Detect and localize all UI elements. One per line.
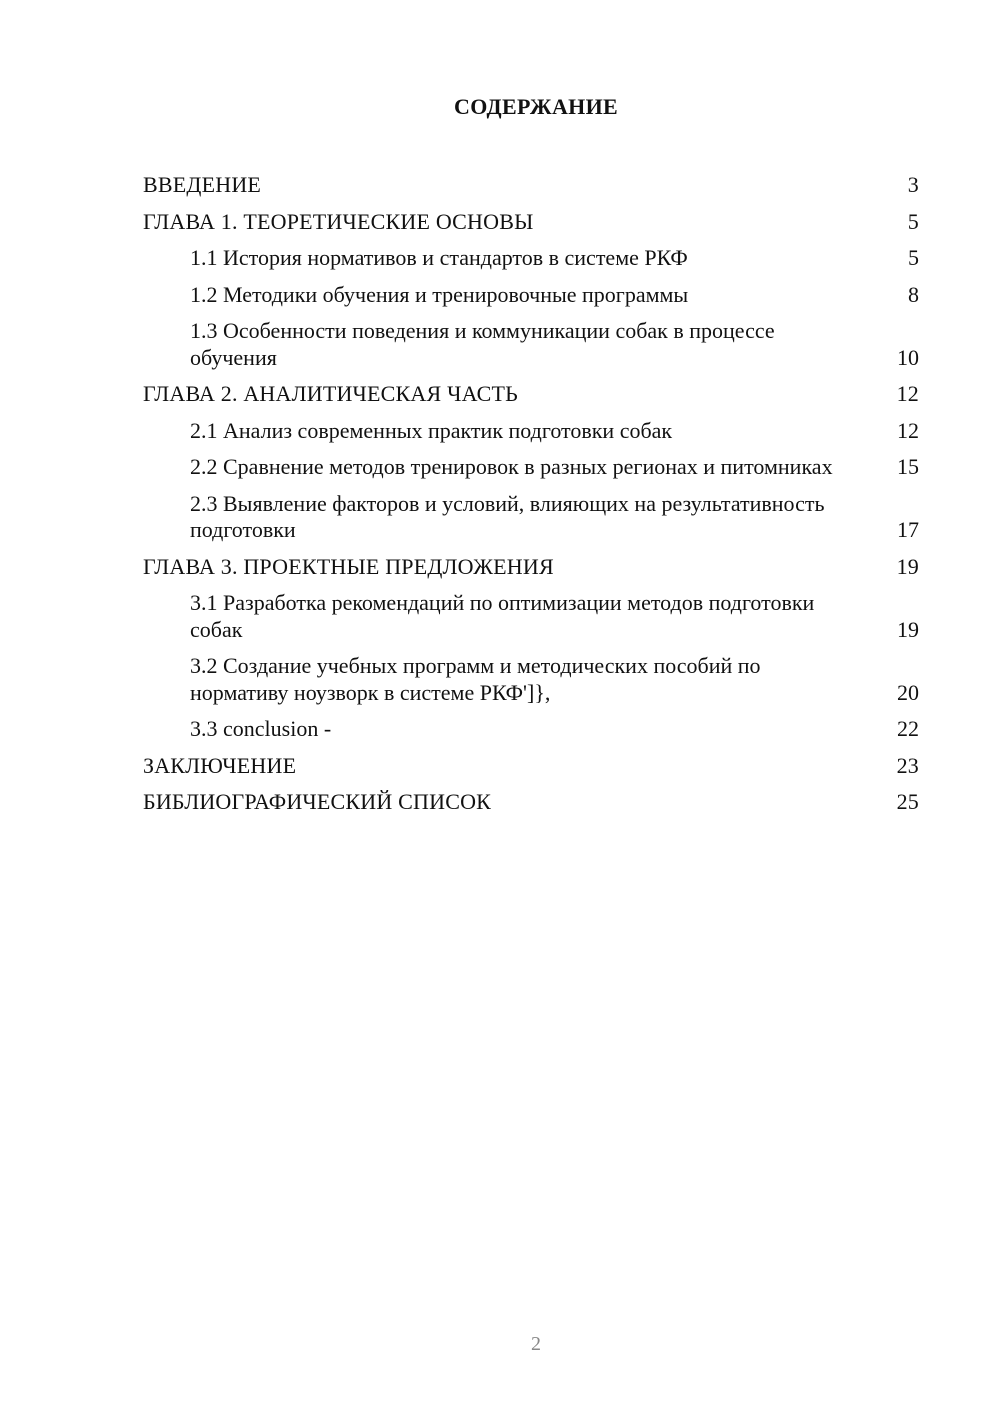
toc-entry-section-3-1[interactable] bbox=[143, 585, 919, 648]
toc-entry-page: 5 bbox=[907, 208, 919, 234]
toc-entry-page: 5 bbox=[908, 245, 919, 270]
toc-entry-text: 3.3 conclusion - bbox=[190, 716, 332, 741]
page-number: 2 bbox=[531, 1333, 541, 1355]
toc-entry-page: 12 bbox=[897, 417, 919, 443]
toc-entry-section-3-3[interactable] bbox=[143, 711, 919, 748]
toc-entry-page: 19 bbox=[896, 553, 919, 579]
toc-entry-page: 3 bbox=[907, 172, 919, 197]
toc-entry-text: 3.2 Создание учебных программ и методических пособий по нормативу ноузворк в системе РКФ']}, bbox=[190, 653, 761, 705]
toc-entry-page: 8 bbox=[908, 281, 919, 307]
toc-entry-section-3-2[interactable] bbox=[143, 648, 919, 711]
toc-entry-conclusion[interactable] bbox=[143, 748, 919, 785]
toc-entry-chapter-3[interactable] bbox=[143, 549, 919, 586]
toc-entry-text: 2.1 Анализ современных практик подготовки собак bbox=[190, 417, 673, 443]
toc-entry-bibliography[interactable] bbox=[143, 784, 919, 821]
toc-entry-text: 3.1 Разработка рекомендаций по оптимизации методов подготовки собак bbox=[190, 590, 815, 642]
toc-entry-page: 20 bbox=[897, 679, 919, 705]
toc-entry-page: 15 bbox=[897, 454, 919, 479]
toc-entry-text: ЗАКЛЮЧЕНИЕ bbox=[143, 752, 297, 778]
toc-entry-chapter-2[interactable] bbox=[143, 376, 919, 413]
toc-entry-text: 1.3 Особенности поведения и коммуникации собак в процессе обучения bbox=[190, 318, 775, 370]
toc-entry-text: 1.1 История нормативов и стандартов в системе РКФ bbox=[190, 245, 688, 270]
toc-entry-section-1-3[interactable] bbox=[143, 313, 919, 376]
toc-entry-text: БИБЛИОГРАФИЧЕСКИЙ СПИСОК bbox=[143, 789, 492, 814]
toc-entry-text: 2.2 Сравнение методов тренировок в разных регионах и питомниках bbox=[190, 454, 833, 479]
toc-entry-text: ВВЕДЕНИЕ bbox=[143, 172, 262, 197]
toc-entry-section-2-2[interactable] bbox=[143, 449, 919, 486]
toc-entry-section-2-1[interactable] bbox=[143, 413, 919, 450]
page-title: СОДЕРЖАНИЕ bbox=[454, 94, 618, 119]
toc-entry-page: 17 bbox=[897, 517, 919, 542]
toc-entry-text: ГЛАВА 2. АНАЛИТИЧЕСКАЯ ЧАСТЬ bbox=[143, 381, 518, 406]
toc-entry-section-1-2[interactable] bbox=[143, 277, 919, 314]
toc-entry-page: 22 bbox=[897, 716, 919, 741]
toc-entry-page: 25 bbox=[896, 789, 919, 814]
toc-entry-page: 10 bbox=[897, 344, 919, 370]
toc-entry-text: ГЛАВА 1. ТЕОРЕТИЧЕСКИЕ ОСНОВЫ bbox=[143, 208, 534, 234]
toc-entry-text: 2.3 Выявление факторов и условий, влияющих на результативность подготовки bbox=[190, 490, 825, 542]
toc-entry-page: 12 bbox=[896, 381, 919, 406]
toc-entry-page: 23 bbox=[896, 752, 919, 778]
toc-entry-text: ГЛАВА 3. ПРОЕКТНЫЕ ПРЕДЛОЖЕНИЯ bbox=[143, 553, 554, 579]
toc-entry-page: 19 bbox=[897, 616, 919, 642]
toc-entry-section-2-3[interactable] bbox=[143, 486, 919, 549]
table-of-contents bbox=[143, 167, 919, 821]
toc-entry-section-1-1[interactable] bbox=[143, 240, 919, 277]
toc-entry-chapter-1[interactable] bbox=[143, 204, 919, 241]
toc-entry-introduction[interactable] bbox=[143, 167, 919, 204]
toc-entry-text: 1.2 Методики обучения и тренировочные программы bbox=[190, 281, 689, 307]
